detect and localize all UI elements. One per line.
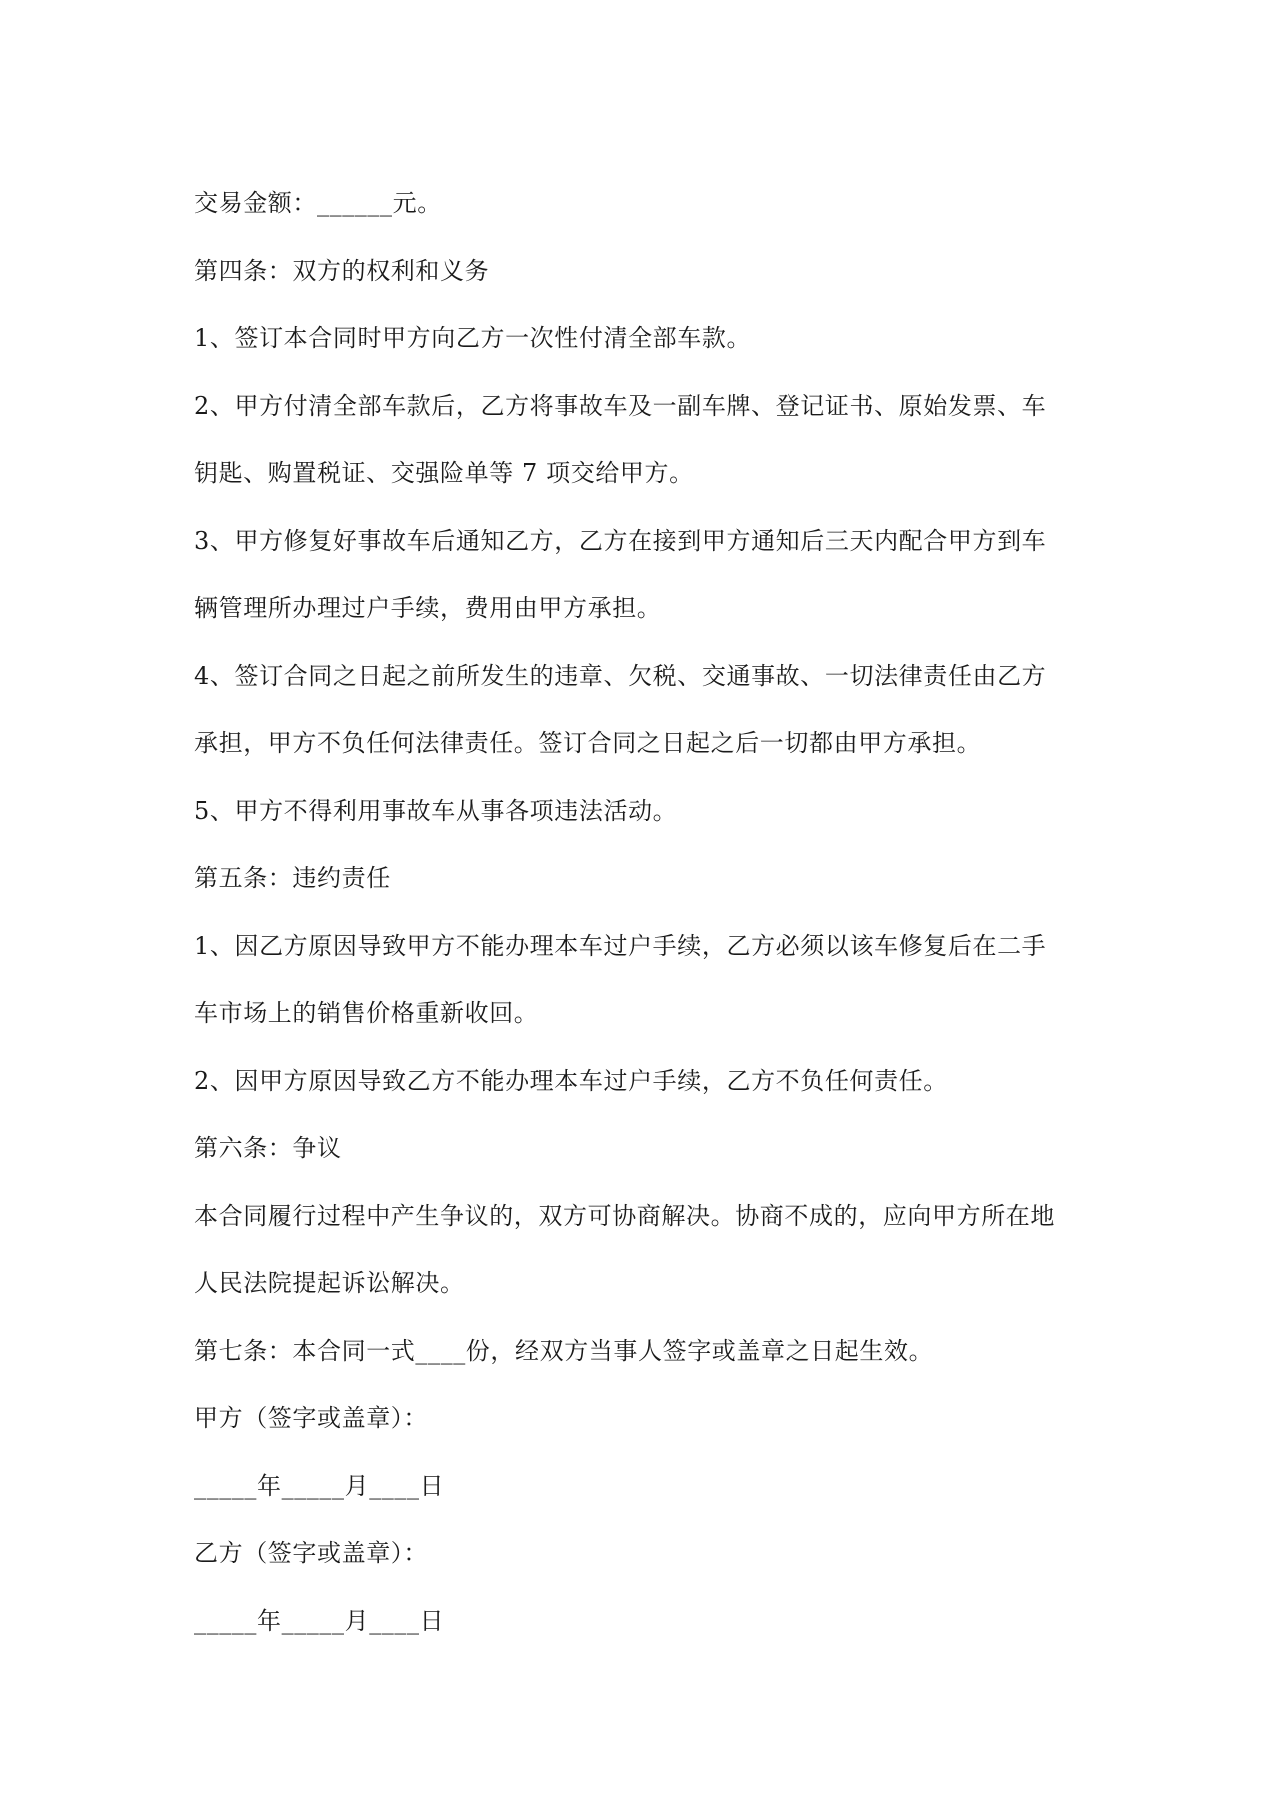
article-4-heading: 第四条：双方的权利和义务 [194,256,490,285]
article-4-item-3-line-2: 辆管理所办理过户手续，费用由甲方承担。 [194,594,662,622]
contract-body [194,170,1094,1655]
article-6-heading: 第六条：争议 [194,1134,342,1162]
article-5-item-1-line-2: 车市场上的销售价格重新收回。 [194,999,539,1027]
article-4-item-2-line-1: 2、甲方付清全部车款后，乙方将事故车及一副车牌、登记证书、原始发票、车 [194,391,1047,420]
party-b-date-line: _____年_____月____日 [194,1606,445,1635]
article-6-text-line-1: 本合同履行过程中产生争议的，双方可协商解决。协商不成的，应向甲方所在地 [194,1201,1055,1230]
article-6-text-line-2: 人民法院提起诉讼解决。 [194,1269,465,1297]
article-4-item-1: 1、签订本合同时甲方向乙方一次性付清全部车款。 [194,324,752,352]
article-4-item-4-line-2: 承担，甲方不负任何法律责任。签订合同之日起之后一切都由甲方承担。 [194,729,982,757]
party-b-signature-label: 乙方（签字或盖章）： [194,1539,428,1567]
article-5-heading: 第五条：违约责任 [194,864,391,892]
article-5-item-1-line-1: 1、因乙方原因导致甲方不能办理本车过户手续，乙方必须以该车修复后在二手 [194,931,1047,960]
article-7-text: 第七条：本合同一式____份，经双方当事人签字或盖章之日起生效。 [194,1336,934,1365]
party-a-date-line: _____年_____月____日 [194,1471,445,1500]
transaction-amount-line: 交易金额：______元。 [194,189,442,217]
article-4-item-3-line-1: 3、甲方修复好事故车后通知乙方，乙方在接到甲方通知后三天内配合甲方到车 [194,526,1047,555]
article-4-item-2-line-2: 钥匙、购置税证、交强险单等 7 项交给甲方。 [194,459,694,487]
article-4-item-5: 5、甲方不得利用事故车从事各项违法活动。 [194,796,678,825]
party-a-signature-label: 甲方（签字或盖章）： [194,1404,428,1432]
article-5-item-2: 2、因甲方原因导致乙方不能办理本车过户手续，乙方不负任何责任。 [194,1066,948,1095]
article-4-item-4-line-1: 4、签订合同之日起之前所发生的违章、欠税、交通事故、一切法律责任由乙方 [194,661,1047,690]
